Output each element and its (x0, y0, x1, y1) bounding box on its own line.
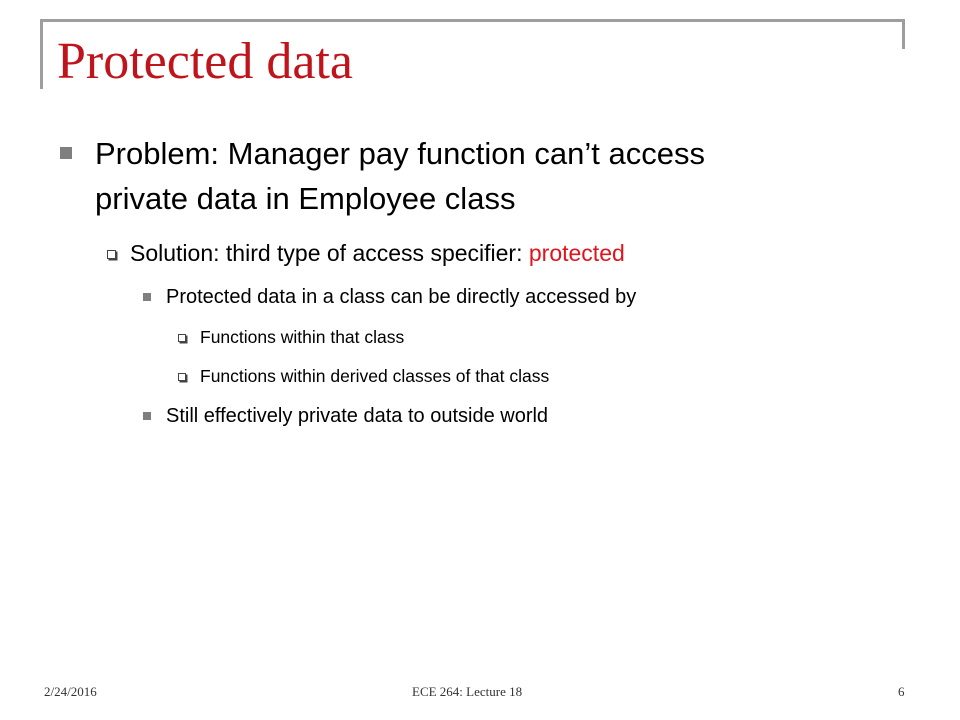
bullet-problem-line1: Problem: Manager pay function can’t access (95, 136, 705, 171)
bullet-functions-derived-classes: Functions within derived classes of that class (200, 366, 550, 386)
bullet-functions-within-class: Functions within that class (200, 327, 405, 347)
bullet-solution-text: Solution: third type of access specifier: (130, 240, 529, 266)
footer-course: ECE 264: Lecture 18 (412, 684, 523, 699)
slide-frame-top (40, 19, 905, 22)
footer-date: 2/24/2016 (44, 684, 97, 699)
protected-keyword: protected (528, 240, 625, 266)
bullet-problem-line2: private data in Employee class (95, 181, 516, 216)
bullet-square-icon (60, 147, 72, 159)
bullet-hollow-square-icon (107, 250, 116, 259)
bullet-still-private: Still effectively private data to outside world (166, 405, 549, 427)
slide-frame-right (902, 19, 905, 49)
bullet-square-icon (143, 412, 151, 420)
slide-title: Protected data (57, 33, 353, 90)
bullet-square-icon (143, 293, 151, 301)
bullet-solution (130, 238, 625, 268)
bullet-hollow-square-icon (178, 334, 186, 342)
slide-frame-left (40, 19, 43, 89)
footer-page-number: 6 (898, 684, 905, 699)
bullet-hollow-square-icon (178, 373, 186, 381)
bullet-protected-access: Protected data in a class can be directly accessed by (166, 286, 637, 308)
